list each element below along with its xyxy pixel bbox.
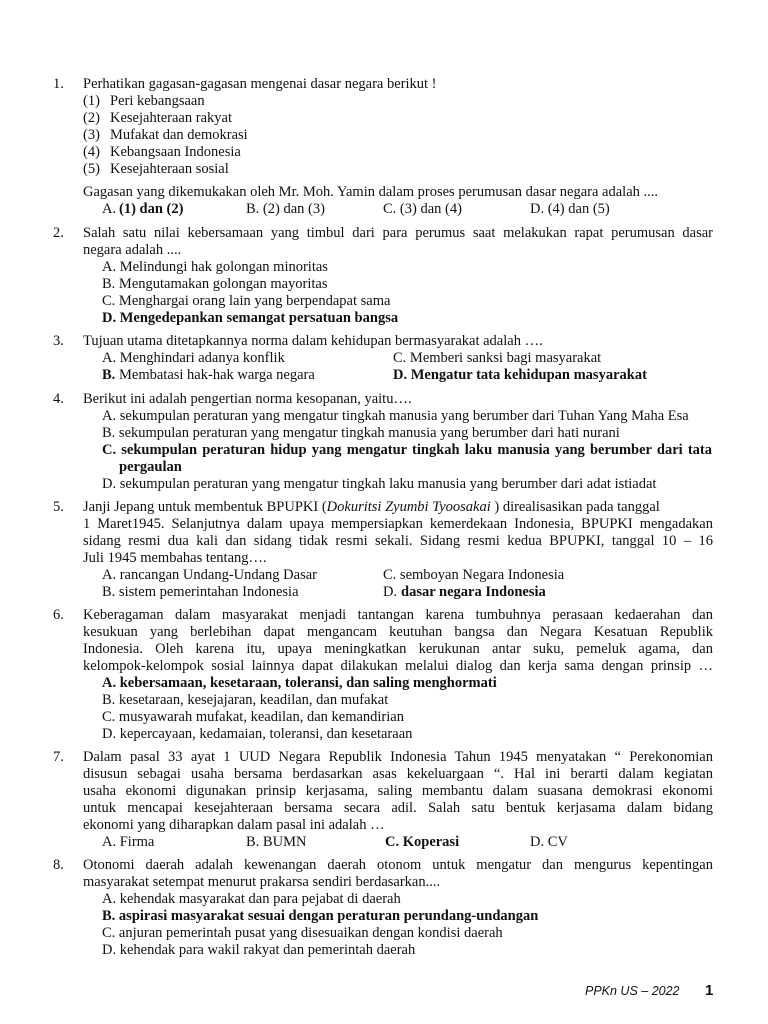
list-item: Kebangsaan Indonesia [110, 144, 241, 160]
page-number: 1 [705, 982, 714, 999]
question-stem-line-5: ekonomi yang diharapkan dalam pasal ini adalah … [83, 817, 385, 833]
question-stem: Perhatikan gagasan-gagasan mengenai dasar negara berikut ! [83, 76, 437, 92]
option-d: D. kehendak para wakil rakyat dan pemerintah daerah [102, 942, 416, 958]
question-stem: Tujuan utama ditetapkannya norma dalam kehidupan bermasyarakat adalah …. [83, 333, 543, 349]
stem-text: Janji Jepang untuk membentuk BPUPKI ( [83, 499, 327, 515]
question-stem-line-1: Otonomi daerah adalah kewenangan daerah otonom untuk mengatur dan mengurus kepentingan [83, 857, 713, 873]
option-b: B. sistem pemerintahan Indonesia [102, 584, 299, 600]
option-c-answer: C. sekumpulan peraturan hidup yang mengatur tingkah laku manusia yang berumber dari tata [102, 442, 712, 458]
option-b: B. Mengutamakan golongan mayoritas [102, 276, 328, 292]
list-item: Kesejahteraan rakyat [110, 110, 232, 126]
question-stem-line-3: Indonesia. Oleh karena itu, upaya meningkatkan kerukunan antar suku, pemeluk agama, dan [83, 641, 713, 657]
question-number: 6. [53, 607, 64, 623]
question-stem: Salah satu nilai kebersamaan yang timbul dari para perumus saat melakukan rapat perumusan dasar [83, 225, 713, 241]
list-item: Peri kebangsaan [110, 93, 205, 109]
list-item-number: (1) [83, 93, 100, 109]
question-stem-line-2: masyarakat setempat menurut prakarsa sendiri berdasarkan.... [83, 874, 441, 890]
question-number: 8. [53, 857, 64, 873]
question-stem-line-4: Juli 1945 membahas tentang…. [83, 550, 267, 566]
list-item-number: (2) [83, 110, 100, 126]
option-d-answer: D. Mengedepankan semangat persatuan bangsa [102, 310, 399, 326]
question-stem-line-3: usaha ekonomi digunakan prinsip kerjasama, saling membantu dalam suasana demokrasi ekonomi [83, 783, 713, 799]
option-b: B. (2) dan (3) [246, 201, 325, 217]
option-a: A. Melindungi hak golongan minoritas [102, 259, 328, 275]
question-stem-line-2: 1 Maret1945. Selanjutnya dalam upaya mempersiapkan kemerdekaan Indonesia, BPUPKI mengadakan [83, 516, 713, 532]
option-c: C. musyawarah mufakat, keadilan, dan kemandirian [102, 709, 404, 725]
list-item: Mufakat dan demokrasi [110, 127, 248, 143]
question-number: 5. [53, 499, 64, 515]
option-c: C. anjuran pemerintah pusat yang disesuaikan dengan kondisi daerah [102, 925, 503, 941]
question-stem-line-2: kesukuan yang berlebihan dapat mengancam keutuhan bangsa dan Negara Kesatuan Republik [83, 624, 713, 640]
option-b-text: Membatasi hak-hak warga negara [119, 367, 315, 383]
question-stem-line-3: sidang resmi dua kali dan sidang tidak resmi sekali. Sidang resmi kedua BPUPKI, tanggal 10 – 16 [83, 533, 713, 549]
option-c: C. semboyan Negara Indonesia [383, 567, 565, 583]
option-d: D. kepercayaan, kedamaian, toleransi, dan kesetaraan [102, 726, 413, 742]
question-stem-cont: negara adalah .... [83, 242, 182, 258]
option-d: D. sekumpulan peraturan yang mengatur tingkah laku manusia yang berumber dari adat istiadat [102, 476, 657, 492]
option-a: A. sekumpulan peraturan yang mengatur tingkah manusia yang berumber dari Tuhan Yang Maha Esa [102, 408, 689, 424]
option-b: B. sekumpulan peraturan yang mengatur tingkah manusia yang berumber dari hati nurani [102, 425, 620, 441]
list-item-number: (4) [83, 144, 100, 160]
option-a: A. Firma [102, 834, 155, 850]
option-d-letter: D. [383, 584, 398, 600]
question-number: 2. [53, 225, 64, 241]
question-stem: Berikut ini adalah pengertian norma kesopanan, yaitu…. [83, 391, 412, 407]
option-b: B. BUMN [246, 834, 307, 850]
option-d-answer: dasar negara Indonesia [401, 584, 546, 600]
option-a-letter: A. [102, 201, 117, 217]
question-number: 3. [53, 333, 64, 349]
question-number: 7. [53, 749, 64, 765]
option-b-letter: B. [102, 367, 116, 383]
option-a: A. Menghindari adanya konflik [102, 350, 285, 366]
question-text: Gagasan yang dikemukakan oleh Mr. Moh. Yamin dalam proses perumusan dasar negara adalah .... [83, 184, 659, 200]
option-c: C. (3) dan (4) [383, 201, 462, 217]
option-d-answer: D. Mengatur tata kehidupan masyarakat [393, 367, 647, 383]
question-stem-line-1: Keberagaman dalam masyarakat menjadi tantangan karena tumbuhnya perasaan kedaerahan dan [83, 607, 713, 623]
option-d: D. (4) dan (5) [530, 201, 610, 217]
option-a: A. kehendak masyarakat dan para pejabat di daerah [102, 891, 401, 907]
option-c-answer: C. Koperasi [385, 834, 460, 850]
question-stem-line-2: disusun sebagai usaha bersama berdasarkan asas kekeluargaan “. Hal ini berarti dalam kegiatan [83, 766, 713, 782]
list-item-number: (5) [83, 161, 100, 177]
option-b: B. kesetaraan, kesejajaran, keadilan, dan mufakat [102, 692, 389, 708]
option-a: A. rancangan Undang-Undang Dasar [102, 567, 318, 583]
list-item: Kesejahteraan sosial [110, 161, 229, 177]
question-stem-line-1 [83, 499, 660, 516]
option-c: C. Menghargai orang lain yang berpendapat sama [102, 293, 391, 309]
option-c-answer-cont: pergaulan [119, 459, 182, 475]
list-item-number: (3) [83, 127, 100, 143]
option-c: C. Memberi sanksi bagi masyarakat [393, 350, 602, 366]
question-stem-line-1: Dalam pasal 33 ayat 1 UUD Negara Republik Indonesia Tahun 1945 menyatakan “ Perekonomian [83, 749, 713, 765]
option-d: D. CV [530, 834, 568, 850]
stem-text: ) direalisasikan pada tanggal [494, 499, 660, 515]
option-a-answer: A. kebersamaan, kesetaraan, toleransi, dan saling menghormati [102, 675, 497, 691]
question-stem-line-4: untuk mencapai kesejahteraan bersama secara adil. Salah satu bentuk kerjasama dalam bidang [83, 800, 713, 816]
option-b-answer: B. aspirasi masyarakat sesuai dengan peraturan perundang-undangan [102, 908, 539, 924]
question-stem-line-4: kelompok-kelompok sosial lainnya dapat dilakukan melalui dialog dan kerja sama dengan prinsip … [83, 658, 713, 674]
stem-italic-term: Dokuritsi Zyumbi Tyoosakai [326, 499, 491, 515]
footer-label: PPKn US – 2022 [585, 984, 680, 998]
question-number: 4. [53, 391, 64, 407]
option-a-answer: (1) dan (2) [119, 201, 184, 217]
question-number: 1. [53, 76, 64, 92]
